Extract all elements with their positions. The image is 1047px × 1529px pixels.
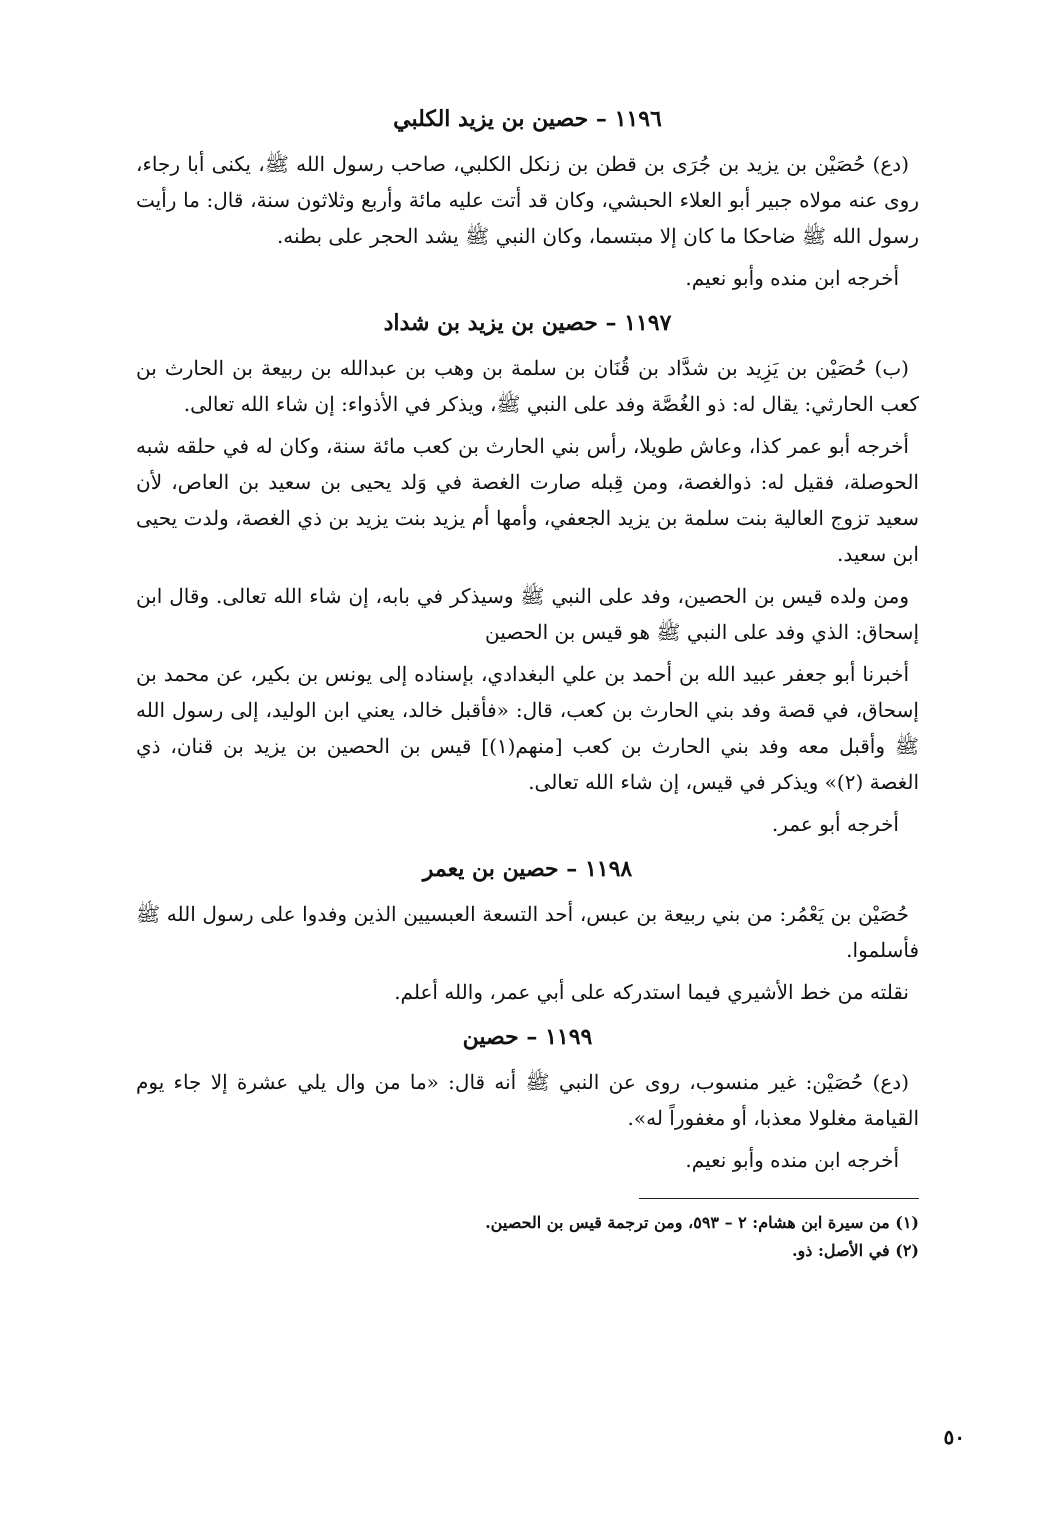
entry-1198 — [136, 854, 919, 1010]
entry-1197 — [136, 308, 919, 842]
entry-source: أخرجه ابن منده وأبو نعيم. — [685, 1148, 899, 1172]
entry-paragraph: ومن ولده قيس بن الحصين، وفد على النبي ﷺ وسيذكر في بابه، إن شاء الله تعالى. وقال ابن إسحاق: الذي وفد على النبي ﷺ هو قيس بن الحصين — [136, 584, 919, 644]
entry-source: أخرجه ابن منده وأبو نعيم. — [685, 266, 899, 290]
page-number: ٥٠ — [943, 1425, 965, 1449]
entry-title: ١١٩٧ – حصين بن يزيد بن شداد — [383, 310, 672, 336]
entry-paragraph: أخبرنا أبو جعفر عبيد الله بن أحمد بن علي البغدادي، بإسناده إلى يونس بن بكير، عن محمد بن إسحاق، في قصة وفد بني الحارث بن كعب، قال: «فأقبل خالد، يعني ابن الوليد، إلى رسول الله ﷺ وأقبل معه وفد بني الحارث بن كعب [منهم(١)] قيس بن الحصين بن يزيد بن قنان، ذي الغصة (٢)» ويذكر في قيس، إن شاء الله تعالى. — [136, 662, 920, 794]
entry-paragraph: أخرجه أبو عمر كذا، وعاش طويلا، رأس بني الحارث بن كعب مائة سنة، وكان له في حلقه شبه الحوصلة، فقيل له: ذوالغصة، ومن قِبله صارت الغصة في وَلد يحيى بن سعيد بن العاص، لأن سعيد تزوج العالية بنت سلمة بن يزيد الجعفي، وأمها أم يزيد بنت يزيد بن ذي الغصة، ولدت يحيى ابن سعيد. — [136, 434, 919, 566]
entry-paragraph: (دع) حُصَيْن: غير منسوب، روى عن النبي ﷺ أنه قال: «ما من وال يلي عشرة إلا جاء يوم القيامة مغلولا معذبا، أو مغفوراً له». — [136, 1070, 919, 1130]
entry-source: أخرجه أبو عمر. — [771, 812, 899, 836]
footnote-1: (١) من سيرة ابن هشام: ٢ – ٥٩٣، ومن ترجمة قيس بن الحصين. — [485, 1213, 919, 1232]
entry-paragraph: نقلته من خط الأشيري فيما استدركه على أبي عمر، والله أعلم. — [394, 980, 909, 1004]
footnote-2: (٢) في الأصل: ذو. — [791, 1241, 919, 1260]
entry-1196 — [136, 104, 919, 296]
entry-paragraph: حُصَيْن بن يَعْمُر: من بني ربيعة بن عبس، أحد التسعة العبسيين الذين وفدوا على رسول الله ﷺ فأسلموا. — [136, 902, 919, 962]
footnote-divider — [639, 1198, 919, 1199]
entry-paragraph: (ب) حُصَيْن بن يَزِيد بن شدَّاد بن قُنَان بن سلمة بن وهب بن عبدالله بن ربيعة بن الحارث بن كعب الحارثي: يقال له: ذو الغُصَّة وفد على النبي ﷺ، ويذكر في الأذواء: إن شاء الله تعالى. — [136, 356, 919, 416]
entry-title: ١١٩٦ – حصين بن يزيد الكلبي — [393, 106, 662, 132]
entry-1199 — [136, 1022, 919, 1178]
footnotes — [136, 1209, 919, 1265]
entry-title: ١١٩٩ – حصين — [462, 1024, 593, 1050]
entry-paragraph: (دع) حُصَيْن بن يزيد بن جُرَى بن قطن بن زنكل الكلبي، صاحب رسول الله ﷺ، يكنى أبا رجاء، روى عنه مولاه جبير أبو العلاء الحبشي، وكان قد أتت عليه مائة وأربع وثلاثون سنة، قال: ما رأيت رسول الله ﷺ ضاحكا ما كان إلا مبتسما، وكان النبي ﷺ يشد الحجر على بطنه. — [136, 152, 919, 248]
entry-title: ١١٩٨ – حصين بن يعمر — [422, 856, 633, 882]
